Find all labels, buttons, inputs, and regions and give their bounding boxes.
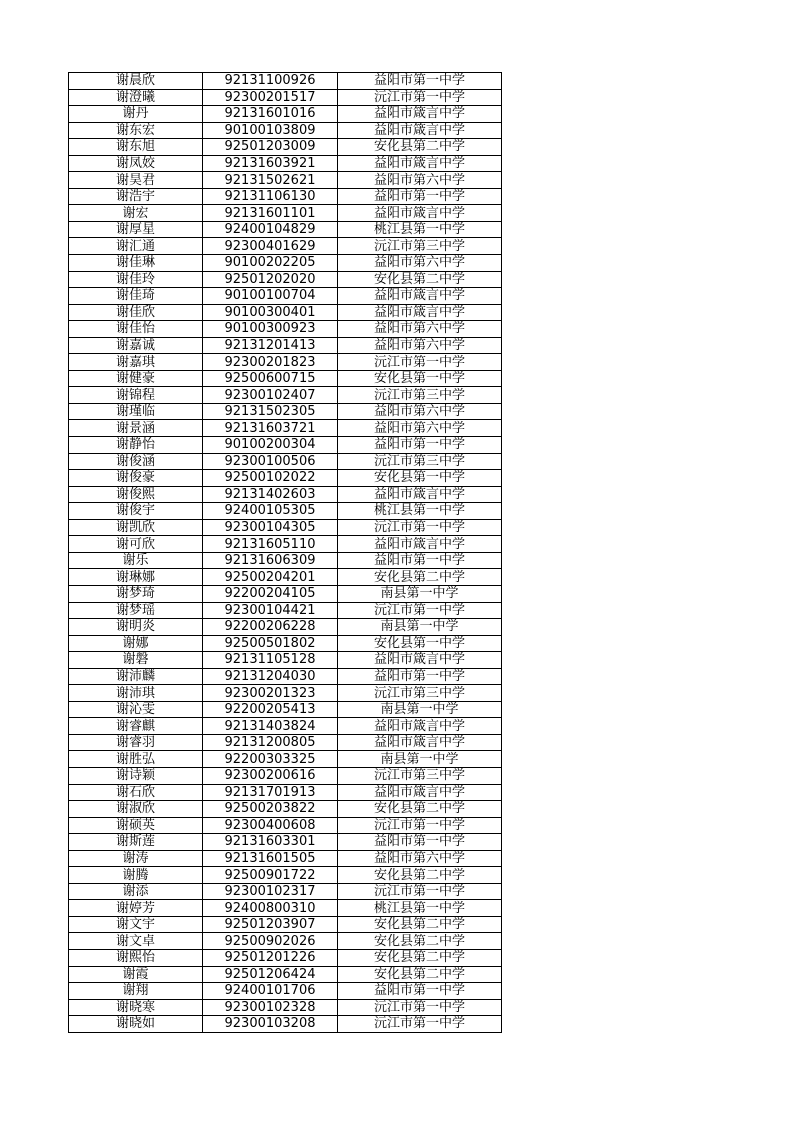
table-row (69, 337, 502, 354)
school-name-cell: 益阳市箴言中学 (338, 122, 502, 139)
student-name-cell: 谢俊宇 (69, 503, 203, 520)
student-name-cell: 谢胜弘 (69, 751, 203, 768)
table-row (69, 205, 502, 222)
exam-number-cell: 92131603301 (203, 834, 338, 851)
school-name-cell: 沅江市第一中学 (338, 883, 502, 900)
table-row (69, 900, 502, 917)
exam-number-cell: 92131105128 (203, 652, 338, 669)
table-row (69, 238, 502, 255)
exam-number-cell: 92501202020 (203, 271, 338, 288)
school-name-cell: 沅江市第三中学 (338, 387, 502, 404)
student-name-cell: 谢翔 (69, 983, 203, 1000)
student-name-cell: 谢琳娜 (69, 569, 203, 586)
table-row (69, 883, 502, 900)
school-name-cell: 益阳市第六中学 (338, 403, 502, 420)
school-name-cell: 益阳市第一中学 (338, 552, 502, 569)
school-name-cell: 南县第一中学 (338, 751, 502, 768)
table-row (69, 867, 502, 884)
student-name-cell: 谢沁雯 (69, 701, 203, 718)
table-row (69, 834, 502, 851)
school-name-cell: 沅江市第一中学 (338, 354, 502, 371)
table-row (69, 271, 502, 288)
student-name-cell: 谢沛麟 (69, 668, 203, 685)
exam-number-cell: 92131701913 (203, 784, 338, 801)
table-row (69, 453, 502, 470)
school-name-cell: 安化县第二中学 (338, 801, 502, 818)
exam-number-cell: 92131605110 (203, 536, 338, 553)
school-name-cell: 南县第一中学 (338, 701, 502, 718)
exam-number-cell: 92131100926 (203, 73, 338, 90)
student-name-cell: 谢晓如 (69, 1016, 203, 1033)
table-row (69, 999, 502, 1016)
school-name-cell: 沅江市第一中学 (338, 999, 502, 1016)
school-name-cell: 益阳市第一中学 (338, 983, 502, 1000)
exam-number-cell: 90100100704 (203, 288, 338, 305)
student-name-cell: 谢乐 (69, 552, 203, 569)
table-row (69, 255, 502, 272)
table-row (69, 585, 502, 602)
student-name-cell: 谢梦瑶 (69, 602, 203, 619)
table-row (69, 619, 502, 636)
student-name-cell: 谢沛琪 (69, 685, 203, 702)
exam-number-cell: 92131402603 (203, 486, 338, 503)
table-row (69, 403, 502, 420)
table-row (69, 304, 502, 321)
school-name-cell: 益阳市第六中学 (338, 850, 502, 867)
student-name-cell: 谢浩宇 (69, 188, 203, 205)
school-name-cell: 益阳市第一中学 (338, 73, 502, 90)
table-row (69, 751, 502, 768)
table-row (69, 685, 502, 702)
school-name-cell: 沅江市第一中学 (338, 89, 502, 106)
exam-number-cell: 92300100506 (203, 453, 338, 470)
exam-number-cell: 92400105305 (203, 503, 338, 520)
table-row (69, 949, 502, 966)
school-name-cell: 益阳市箴言中学 (338, 536, 502, 553)
table-row (69, 321, 502, 338)
student-name-cell: 谢睿麒 (69, 718, 203, 735)
student-name-cell: 谢淑欣 (69, 801, 203, 818)
table-row (69, 221, 502, 238)
student-name-cell: 谢添 (69, 883, 203, 900)
student-name-cell: 谢佳欣 (69, 304, 203, 321)
exam-number-cell: 92300201517 (203, 89, 338, 106)
student-name-cell: 谢斯莲 (69, 834, 203, 851)
student-name-cell: 谢健豪 (69, 370, 203, 387)
exam-number-cell: 92500902026 (203, 933, 338, 950)
exam-number-cell: 92131601505 (203, 850, 338, 867)
table-row (69, 536, 502, 553)
table-row (69, 767, 502, 784)
exam-number-cell: 90100103809 (203, 122, 338, 139)
exam-number-cell: 92501201226 (203, 949, 338, 966)
exam-number-cell: 92131502621 (203, 172, 338, 189)
exam-number-cell: 92300102407 (203, 387, 338, 404)
student-name-cell: 谢梦琦 (69, 585, 203, 602)
exam-number-cell: 90100300401 (203, 304, 338, 321)
exam-number-cell: 92200206228 (203, 619, 338, 636)
school-name-cell: 桃江县第一中学 (338, 900, 502, 917)
school-name-cell: 益阳市箴言中学 (338, 734, 502, 751)
student-name-cell: 谢俊涵 (69, 453, 203, 470)
student-name-cell: 谢俊熙 (69, 486, 203, 503)
student-name-cell: 谢澄曦 (69, 89, 203, 106)
exam-number-cell: 92500204201 (203, 569, 338, 586)
exam-number-cell: 90100202205 (203, 255, 338, 272)
school-name-cell: 安化县第二中学 (338, 966, 502, 983)
table-row (69, 172, 502, 189)
school-name-cell: 安化县第一中学 (338, 635, 502, 652)
table-row (69, 1016, 502, 1033)
exam-number-cell: 92300103208 (203, 1016, 338, 1033)
table-row (69, 668, 502, 685)
exam-number-cell: 92501203907 (203, 916, 338, 933)
student-name-cell: 谢磐 (69, 652, 203, 669)
school-name-cell: 益阳市箴言中学 (338, 486, 502, 503)
school-name-cell: 益阳市第六中学 (338, 420, 502, 437)
student-name-cell: 谢晓寒 (69, 999, 203, 1016)
table-row (69, 734, 502, 751)
exam-number-cell: 92200204105 (203, 585, 338, 602)
student-name-cell: 谢凯欣 (69, 519, 203, 536)
student-name-cell: 谢娜 (69, 635, 203, 652)
table-row (69, 784, 502, 801)
school-name-cell: 益阳市第一中学 (338, 668, 502, 685)
table-row (69, 552, 502, 569)
exam-number-cell: 92501206424 (203, 966, 338, 983)
table-row (69, 933, 502, 950)
exam-number-cell: 92131204030 (203, 668, 338, 685)
exam-number-cell: 92131106130 (203, 188, 338, 205)
school-name-cell: 安化县第二中学 (338, 569, 502, 586)
table-row (69, 486, 502, 503)
exam-number-cell: 92501203009 (203, 139, 338, 156)
exam-number-cell: 92500203822 (203, 801, 338, 818)
student-name-cell: 谢俊豪 (69, 470, 203, 487)
school-name-cell: 沅江市第三中学 (338, 238, 502, 255)
table-row (69, 966, 502, 983)
student-name-cell: 谢东旭 (69, 139, 203, 156)
exam-number-cell: 92131502305 (203, 403, 338, 420)
student-name-cell: 谢文卓 (69, 933, 203, 950)
table-row (69, 701, 502, 718)
school-name-cell: 益阳市箴言中学 (338, 288, 502, 305)
exam-number-cell: 90100200304 (203, 437, 338, 454)
student-name-cell: 谢明炎 (69, 619, 203, 636)
exam-number-cell: 92131403824 (203, 718, 338, 735)
exam-number-cell: 92300201323 (203, 685, 338, 702)
school-name-cell: 沅江市第一中学 (338, 1016, 502, 1033)
school-name-cell: 沅江市第一中学 (338, 519, 502, 536)
school-name-cell: 益阳市箴言中学 (338, 718, 502, 735)
table-row (69, 437, 502, 454)
school-name-cell: 安化县第二中学 (338, 139, 502, 156)
table-row (69, 89, 502, 106)
table-row (69, 288, 502, 305)
school-name-cell: 益阳市第六中学 (338, 255, 502, 272)
school-name-cell: 南县第一中学 (338, 619, 502, 636)
student-name-cell: 谢嘉琪 (69, 354, 203, 371)
table-row (69, 106, 502, 123)
exam-number-cell: 92300200616 (203, 767, 338, 784)
school-name-cell: 桃江县第一中学 (338, 503, 502, 520)
exam-number-cell: 92131601101 (203, 205, 338, 222)
school-name-cell: 益阳市第一中学 (338, 437, 502, 454)
exam-number-cell: 92200205413 (203, 701, 338, 718)
student-name-cell: 谢佳怡 (69, 321, 203, 338)
exam-number-cell: 92400800310 (203, 900, 338, 917)
school-name-cell: 益阳市第一中学 (338, 834, 502, 851)
table-row (69, 635, 502, 652)
table-row (69, 139, 502, 156)
exam-number-cell: 92300102317 (203, 883, 338, 900)
table-row (69, 817, 502, 834)
exam-number-cell: 92131603721 (203, 420, 338, 437)
school-name-cell: 益阳市箴言中学 (338, 106, 502, 123)
student-name-cell: 谢佳琦 (69, 288, 203, 305)
table-row (69, 652, 502, 669)
exam-number-cell: 92300102328 (203, 999, 338, 1016)
student-name-cell: 谢石欣 (69, 784, 203, 801)
student-name-cell: 谢腾 (69, 867, 203, 884)
table-row (69, 155, 502, 172)
student-name-cell: 谢硕英 (69, 817, 203, 834)
exam-number-cell: 92131201413 (203, 337, 338, 354)
school-name-cell: 安化县第一中学 (338, 370, 502, 387)
student-name-cell: 谢锦程 (69, 387, 203, 404)
exam-number-cell: 92300104421 (203, 602, 338, 619)
student-name-cell: 谢睿羽 (69, 734, 203, 751)
table-row (69, 370, 502, 387)
student-name-cell: 谢静怡 (69, 437, 203, 454)
school-name-cell: 安化县第二中学 (338, 271, 502, 288)
table-row (69, 569, 502, 586)
student-name-cell: 谢晨欣 (69, 73, 203, 90)
exam-number-cell: 92131601016 (203, 106, 338, 123)
student-name-cell: 谢诗颖 (69, 767, 203, 784)
table-row (69, 503, 502, 520)
table-row (69, 916, 502, 933)
student-name-cell: 谢涛 (69, 850, 203, 867)
student-name-cell: 谢霞 (69, 966, 203, 983)
school-name-cell: 沅江市第一中学 (338, 817, 502, 834)
student-name-cell: 谢熙怡 (69, 949, 203, 966)
student-table (68, 72, 502, 1033)
school-name-cell: 益阳市第六中学 (338, 337, 502, 354)
exam-number-cell: 92300401629 (203, 238, 338, 255)
school-name-cell: 安化县第二中学 (338, 867, 502, 884)
student-name-cell: 谢佳玲 (69, 271, 203, 288)
student-name-cell: 谢佳琳 (69, 255, 203, 272)
exam-number-cell: 90100300923 (203, 321, 338, 338)
table-row (69, 602, 502, 619)
table-row (69, 850, 502, 867)
exam-number-cell: 92500600715 (203, 370, 338, 387)
school-name-cell: 安化县第二中学 (338, 933, 502, 950)
school-name-cell: 安化县第二中学 (338, 916, 502, 933)
table-row (69, 983, 502, 1000)
student-name-cell: 谢宏 (69, 205, 203, 222)
exam-number-cell: 92131603921 (203, 155, 338, 172)
student-name-cell: 谢汇通 (69, 238, 203, 255)
exam-number-cell: 92400104829 (203, 221, 338, 238)
school-name-cell: 益阳市箴言中学 (338, 155, 502, 172)
exam-number-cell: 92500901722 (203, 867, 338, 884)
exam-number-cell: 92300201823 (203, 354, 338, 371)
exam-number-cell: 92131606309 (203, 552, 338, 569)
table-row (69, 470, 502, 487)
table-row (69, 519, 502, 536)
school-name-cell: 南县第一中学 (338, 585, 502, 602)
school-name-cell: 安化县第二中学 (338, 949, 502, 966)
exam-number-cell: 92300400608 (203, 817, 338, 834)
exam-number-cell: 92300104305 (203, 519, 338, 536)
school-name-cell: 沅江市第一中学 (338, 602, 502, 619)
school-name-cell: 益阳市箴言中学 (338, 205, 502, 222)
exam-number-cell: 92200303325 (203, 751, 338, 768)
exam-number-cell: 92131200805 (203, 734, 338, 751)
school-name-cell: 益阳市第六中学 (338, 172, 502, 189)
exam-number-cell: 92400101706 (203, 983, 338, 1000)
school-name-cell: 益阳市箴言中学 (338, 784, 502, 801)
table-row (69, 188, 502, 205)
school-name-cell: 沅江市第三中学 (338, 767, 502, 784)
student-name-cell: 谢婷芳 (69, 900, 203, 917)
student-name-cell: 谢丹 (69, 106, 203, 123)
student-name-cell: 谢昊君 (69, 172, 203, 189)
table-row (69, 387, 502, 404)
table-row (69, 718, 502, 735)
school-name-cell: 桃江县第一中学 (338, 221, 502, 238)
student-name-cell: 谢文宇 (69, 916, 203, 933)
school-name-cell: 益阳市箴言中学 (338, 304, 502, 321)
exam-number-cell: 92500102022 (203, 470, 338, 487)
student-name-cell: 谢嘉诚 (69, 337, 203, 354)
student-name-cell: 谢景涵 (69, 420, 203, 437)
table-row (69, 420, 502, 437)
school-name-cell: 沅江市第三中学 (338, 453, 502, 470)
table-row (69, 122, 502, 139)
student-name-cell: 谢可欣 (69, 536, 203, 553)
student-name-cell: 谢厚星 (69, 221, 203, 238)
table-row (69, 354, 502, 371)
exam-number-cell: 92500501802 (203, 635, 338, 652)
table-row (69, 73, 502, 90)
table-row (69, 801, 502, 818)
school-name-cell: 安化县第一中学 (338, 470, 502, 487)
student-table-body (69, 73, 502, 1033)
school-name-cell: 沅江市第三中学 (338, 685, 502, 702)
school-name-cell: 益阳市箴言中学 (338, 652, 502, 669)
school-name-cell: 益阳市第六中学 (338, 321, 502, 338)
student-name-cell: 谢凤姣 (69, 155, 203, 172)
student-name-cell: 谢瑾临 (69, 403, 203, 420)
school-name-cell: 益阳市第一中学 (338, 188, 502, 205)
student-name-cell: 谢东宏 (69, 122, 203, 139)
